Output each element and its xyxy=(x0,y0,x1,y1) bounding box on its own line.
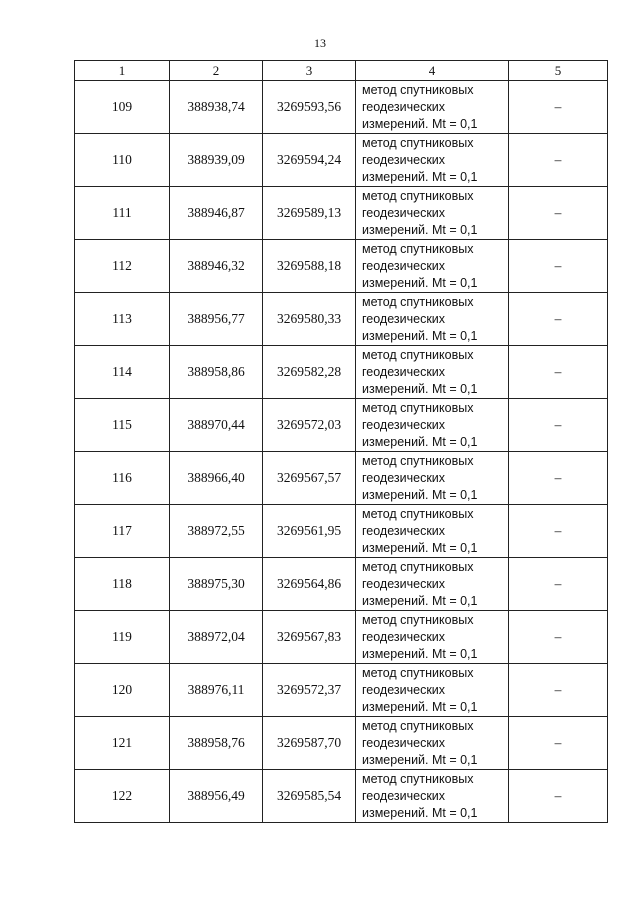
point-number-cell: 121 xyxy=(75,717,170,770)
method-text-line: метод спутниковых xyxy=(362,135,474,150)
method-text-line: геодезических xyxy=(362,99,446,114)
table-row xyxy=(75,611,608,664)
method-text-line: геодезических xyxy=(362,523,446,538)
method-text-line: метод спутниковых xyxy=(362,294,474,309)
method-text-line: измерений. Mt = 0,1 xyxy=(362,487,478,502)
y-coordinate-cell: 3269567,83 xyxy=(263,611,356,664)
table-row xyxy=(75,293,608,346)
y-coordinate-cell: 3269567,57 xyxy=(263,452,356,505)
y-coordinate-cell: 3269593,56 xyxy=(263,81,356,134)
point-number-cell: 110 xyxy=(75,134,170,187)
column-header: 5 xyxy=(509,61,608,81)
method-text-line: метод спутниковых xyxy=(362,82,474,97)
note-cell: – xyxy=(509,187,608,240)
column-header: 3 xyxy=(263,61,356,81)
method-text-line: метод спутниковых xyxy=(362,559,474,574)
table-row xyxy=(75,240,608,293)
y-coordinate-cell: 3269572,03 xyxy=(263,399,356,452)
x-coordinate-cell: 388970,44 xyxy=(170,399,263,452)
x-coordinate-cell: 388946,87 xyxy=(170,187,263,240)
y-coordinate-cell: 3269588,18 xyxy=(263,240,356,293)
y-coordinate-cell: 3269589,13 xyxy=(263,187,356,240)
method-text-line: геодезических xyxy=(362,311,446,326)
note-cell: – xyxy=(509,452,608,505)
table-row xyxy=(75,134,608,187)
method-text-line: метод спутниковых xyxy=(362,718,474,733)
method-text-line: измерений. Mt = 0,1 xyxy=(362,222,478,237)
y-coordinate-cell: 3269587,70 xyxy=(263,717,356,770)
method-cell xyxy=(356,664,509,717)
method-text-line: геодезических xyxy=(362,576,446,591)
point-number-cell: 117 xyxy=(75,505,170,558)
method-text-line: метод спутниковых xyxy=(362,665,474,680)
method-text-line: геодезических xyxy=(362,629,446,644)
point-number-cell: 111 xyxy=(75,187,170,240)
note-cell: – xyxy=(509,134,608,187)
method-cell xyxy=(356,240,509,293)
y-coordinate-cell: 3269582,28 xyxy=(263,346,356,399)
method-text-line: геодезических xyxy=(362,152,446,167)
method-text-line: измерений. Mt = 0,1 xyxy=(362,169,478,184)
x-coordinate-cell: 388958,76 xyxy=(170,717,263,770)
x-coordinate-cell: 388956,77 xyxy=(170,293,263,346)
x-coordinate-cell: 388972,55 xyxy=(170,505,263,558)
note-cell: – xyxy=(509,505,608,558)
point-number-cell: 116 xyxy=(75,452,170,505)
point-number-cell: 122 xyxy=(75,770,170,823)
point-number-cell: 120 xyxy=(75,664,170,717)
method-text-line: метод спутниковых xyxy=(362,188,474,203)
note-cell: – xyxy=(509,770,608,823)
method-cell xyxy=(356,505,509,558)
x-coordinate-cell: 388966,40 xyxy=(170,452,263,505)
y-coordinate-cell: 3269580,33 xyxy=(263,293,356,346)
x-coordinate-cell: 388956,49 xyxy=(170,770,263,823)
method-text-line: геодезических xyxy=(362,735,446,750)
method-cell xyxy=(356,611,509,664)
note-cell: – xyxy=(509,240,608,293)
point-number-cell: 112 xyxy=(75,240,170,293)
method-cell xyxy=(356,81,509,134)
point-number-cell: 109 xyxy=(75,81,170,134)
method-cell xyxy=(356,346,509,399)
method-text-line: геодезических xyxy=(362,258,446,273)
method-text-line: измерений. Mt = 0,1 xyxy=(362,116,478,131)
y-coordinate-cell: 3269585,54 xyxy=(263,770,356,823)
method-text-line: измерений. Mt = 0,1 xyxy=(362,593,478,608)
y-coordinate-cell: 3269561,95 xyxy=(263,505,356,558)
point-number-cell: 118 xyxy=(75,558,170,611)
column-header: 1 xyxy=(75,61,170,81)
method-cell xyxy=(356,293,509,346)
table-body xyxy=(75,61,608,823)
method-text-line: метод спутниковых xyxy=(362,347,474,362)
point-number-cell: 114 xyxy=(75,346,170,399)
method-text-line: измерений. Mt = 0,1 xyxy=(362,699,478,714)
method-cell xyxy=(356,187,509,240)
method-text-line: измерений. Mt = 0,1 xyxy=(362,540,478,555)
table-row xyxy=(75,558,608,611)
method-text-line: метод спутниковых xyxy=(362,453,474,468)
method-text-line: метод спутниковых xyxy=(362,241,474,256)
method-text-line: геодезических xyxy=(362,205,446,220)
x-coordinate-cell: 388938,74 xyxy=(170,81,263,134)
method-text-line: измерений. Mt = 0,1 xyxy=(362,646,478,661)
method-text-line: метод спутниковых xyxy=(362,612,474,627)
page-number: 13 xyxy=(314,36,326,50)
method-text-line: геодезических xyxy=(362,417,446,432)
method-cell xyxy=(356,134,509,187)
table-row xyxy=(75,81,608,134)
table-row xyxy=(75,505,608,558)
x-coordinate-cell: 388976,11 xyxy=(170,664,263,717)
method-cell xyxy=(356,717,509,770)
method-text-line: геодезических xyxy=(362,788,446,803)
table-row xyxy=(75,770,608,823)
method-text-line: измерений. Mt = 0,1 xyxy=(362,434,478,449)
x-coordinate-cell: 388972,04 xyxy=(170,611,263,664)
note-cell: – xyxy=(509,399,608,452)
table-row xyxy=(75,399,608,452)
method-text-line: геодезических xyxy=(362,682,446,697)
note-cell: – xyxy=(509,558,608,611)
point-number-cell: 119 xyxy=(75,611,170,664)
note-cell: – xyxy=(509,664,608,717)
point-number-cell: 115 xyxy=(75,399,170,452)
column-header: 4 xyxy=(356,61,509,81)
method-text-line: измерений. Mt = 0,1 xyxy=(362,805,478,820)
note-cell: – xyxy=(509,81,608,134)
table-row xyxy=(75,664,608,717)
x-coordinate-cell: 388975,30 xyxy=(170,558,263,611)
method-cell xyxy=(356,558,509,611)
method-text-line: геодезических xyxy=(362,470,446,485)
x-coordinate-cell: 388946,32 xyxy=(170,240,263,293)
method-text-line: метод спутниковых xyxy=(362,400,474,415)
note-cell: – xyxy=(509,611,608,664)
method-text-line: метод спутниковых xyxy=(362,506,474,521)
method-cell xyxy=(356,770,509,823)
method-text-line: измерений. Mt = 0,1 xyxy=(362,381,478,396)
table-row xyxy=(75,717,608,770)
x-coordinate-cell: 388939,09 xyxy=(170,134,263,187)
method-cell xyxy=(356,452,509,505)
table-row xyxy=(75,187,608,240)
method-text-line: метод спутниковых xyxy=(362,771,474,786)
table-header-row xyxy=(75,61,608,81)
coordinates-table xyxy=(74,60,608,823)
method-text-line: измерений. Mt = 0,1 xyxy=(362,275,478,290)
point-number-cell: 113 xyxy=(75,293,170,346)
method-text-line: геодезических xyxy=(362,364,446,379)
note-cell: – xyxy=(509,346,608,399)
method-cell xyxy=(356,399,509,452)
table-row xyxy=(75,452,608,505)
method-text-line: измерений. Mt = 0,1 xyxy=(362,752,478,767)
y-coordinate-cell: 3269572,37 xyxy=(263,664,356,717)
table-row xyxy=(75,346,608,399)
note-cell: – xyxy=(509,717,608,770)
note-cell: – xyxy=(509,293,608,346)
method-text-line: измерений. Mt = 0,1 xyxy=(362,328,478,343)
x-coordinate-cell: 388958,86 xyxy=(170,346,263,399)
y-coordinate-cell: 3269564,86 xyxy=(263,558,356,611)
y-coordinate-cell: 3269594,24 xyxy=(263,134,356,187)
column-header: 2 xyxy=(170,61,263,81)
